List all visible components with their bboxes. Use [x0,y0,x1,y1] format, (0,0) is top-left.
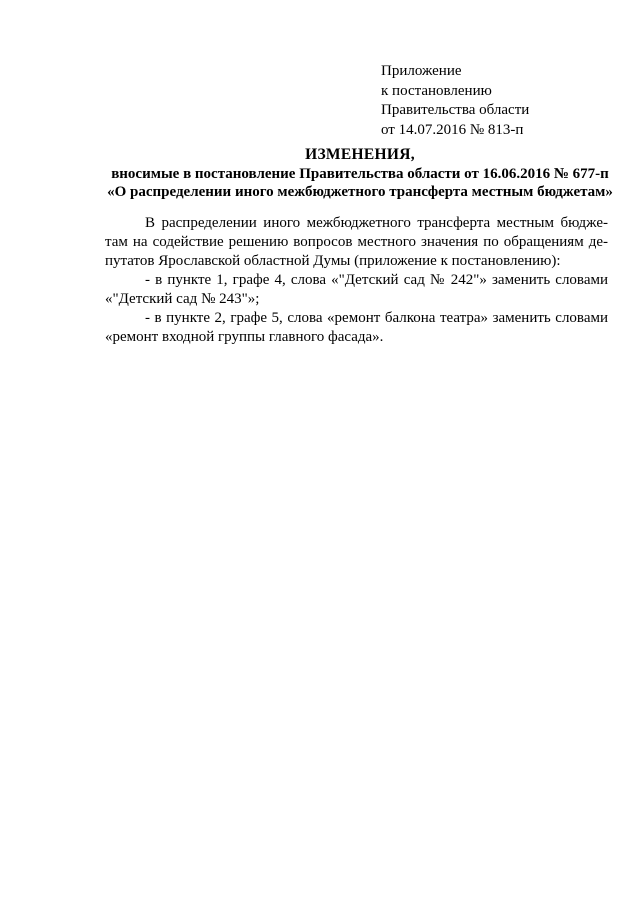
paragraph-2-line-1: - в пункте 1, графе 4, слова «"Детский сад № 242"» заменить словами [145,272,608,288]
appendix-line-1: Приложение [381,63,462,79]
document-body [105,214,608,347]
paragraph-1-line-1: В распределении иного межбюджетного трансферта местным бюдже- [145,215,608,231]
title-main: ИЗМЕНЕНИЯ, [305,146,415,163]
appendix-note [381,62,529,140]
paragraph-1-line-2: там на содействие решению вопросов местного значения по обращениям де- [105,234,608,250]
appendix-line-4: от 14.07.2016 № 813-п [381,121,524,138]
paragraph-2-line-2: «"Детский сад № 243"»; [105,291,260,307]
title-line-3: «О распределении иного межбюджетного трансферта местным бюджетам» [107,184,613,200]
title-line-2: вносимые в постановление Правительства области от 16.06.2016 № 677-п [111,165,609,182]
paragraph-1-line-3: путатов Ярославской областной Думы (приложение к постановлению): [105,253,561,269]
paragraph-3-line-1: - в пункте 2, графе 5, слова «ремонт балкона театра» заменить словами [145,310,608,326]
document-title [100,146,620,202]
appendix-line-2: к постановлению [381,82,492,99]
appendix-line-3: Правительства области [381,102,530,118]
paragraph-3-line-2: «ремонт входной группы главного фасада». [105,329,384,345]
